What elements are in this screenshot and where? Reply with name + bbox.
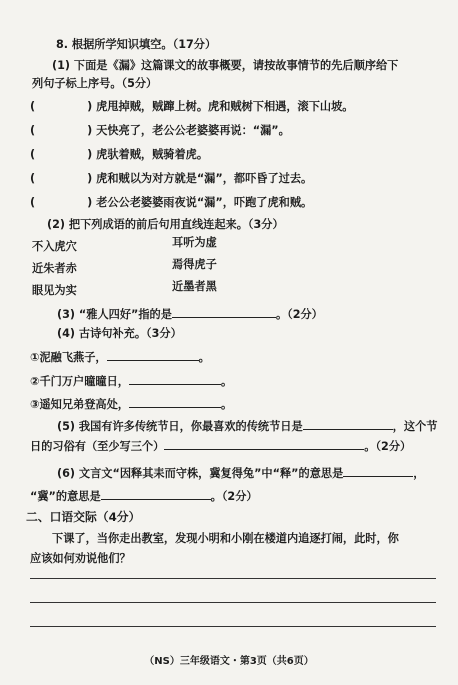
poem-period: 。 <box>220 375 233 388</box>
answer-blank[interactable] <box>303 418 393 430</box>
poem-line-text: ③遥知兄弟登高处， <box>30 398 129 411</box>
poem-period: 。 <box>198 351 210 364</box>
answer-line[interactable] <box>30 602 436 603</box>
section-2-title: 二、口语交际（4分） <box>26 510 141 524</box>
order-item-1: ( ) 虎甩掉贼，贼蹿上树。虎和贼树下相遇，滚下山坡。 <box>30 100 354 113</box>
sec2-prompt-line1: 下课了，当你走出教室，发现小明和小刚在楼道内追逐打闹，此时，你 <box>52 532 399 545</box>
page-footer: （NS）三年级语文・第3页（共6页） <box>144 656 314 667</box>
answer-blank[interactable] <box>107 349 199 361</box>
answer-blank[interactable] <box>172 306 276 318</box>
answer-blank[interactable] <box>129 373 221 385</box>
q8-p5-text: 日的习俗有（至少写三个） <box>30 440 165 453</box>
q8-p1-line2: 列句子标上序号。（5分） <box>32 77 158 90</box>
order-item-text: 虎和贼以为对方就是“漏”，都吓昏了过去。 <box>96 172 313 185</box>
answer-line[interactable] <box>30 626 436 627</box>
q8-p3-score: 。（2分） <box>275 308 323 321</box>
order-item-text: 老公公老婆婆雨夜说“漏”，吓跑了虎和贼。 <box>96 196 313 209</box>
answer-line[interactable] <box>30 578 436 579</box>
q8-p6-comma: ， <box>413 467 425 480</box>
sec2-prompt-line2: 应该如何劝说他们？ <box>30 552 131 565</box>
q8-title: 8. 根据所学知识填空。（17分） <box>56 38 217 51</box>
poem-line-text: ①泥融飞燕子， <box>30 351 107 364</box>
q8-p5-text: (5) 我国有许多传统节日，你最喜欢的传统节日是 <box>57 420 303 433</box>
q8-p5-text: ，这个节 <box>392 420 438 433</box>
order-item-4: ( ) 虎和贼以为对方就是“漏”，都吓昏了过去。 <box>30 172 313 185</box>
order-item-2: ( ) 天快亮了，老公公老婆婆再说：“漏”。 <box>30 124 290 137</box>
idiom-left-3: 眼见为实 <box>32 284 77 297</box>
q8-p1-line1: (1) 下面是《漏》这篇课文的故事概要，请按故事情节的先后顺序给下 <box>52 59 399 72</box>
q8-p6-line1 <box>57 465 424 481</box>
q8-p3 <box>57 306 323 322</box>
idiom-left-2: 近朱者赤 <box>32 262 77 275</box>
idiom-right-3: 近墨者黑 <box>172 280 217 293</box>
answer-blank[interactable] <box>164 438 364 450</box>
order-item-text: 天快亮了，老公公老婆婆再说：“漏”。 <box>96 124 290 137</box>
q8-p6-text: “冀”的意思是 <box>30 490 101 503</box>
q8-p2-title: (2) 把下列成语的前后句用直线连起来。（3分） <box>47 218 284 231</box>
q8-p3-prefix: (3) “雅人四好”指的是 <box>57 308 172 321</box>
poem-line-1 <box>30 349 210 365</box>
q8-p5-line1 <box>57 418 437 434</box>
poem-line-2 <box>30 373 232 389</box>
q8-p6-text: (6) 文言文“因释其耒而守株，冀复得兔”中“释”的意思是 <box>57 467 344 480</box>
q8-p4-title: (4) 古诗句补充。（3分） <box>57 327 182 340</box>
order-item-3: ( ) 虎驮着贼，贼骑着虎。 <box>30 148 209 161</box>
q8-p5-line2 <box>30 438 411 454</box>
poem-line-3 <box>30 396 232 412</box>
idiom-right-2: 焉得虎子 <box>172 258 217 271</box>
q8-p5-score: 。（2分） <box>364 440 412 453</box>
poem-period: 。 <box>220 398 233 411</box>
poem-line-text: ②千门万户曈曈日， <box>30 375 129 388</box>
answer-blank[interactable] <box>343 465 413 477</box>
idiom-left-1: 不入虎穴 <box>32 240 77 253</box>
order-item-text: 虎甩掉贼，贼蹿上树。虎和贼树下相遇，滚下山坡。 <box>96 100 354 113</box>
q8-p6-line2 <box>30 488 258 504</box>
order-item-text: 虎驮着贼，贼骑着虎。 <box>96 148 209 161</box>
answer-blank[interactable] <box>101 488 211 500</box>
order-item-5: ( ) 老公公老婆婆雨夜说“漏”，吓跑了虎和贼。 <box>30 196 313 209</box>
q8-p6-score: 。（2分） <box>210 490 258 503</box>
idiom-right-1: 耳听为虚 <box>172 236 217 249</box>
answer-blank[interactable] <box>129 396 221 408</box>
